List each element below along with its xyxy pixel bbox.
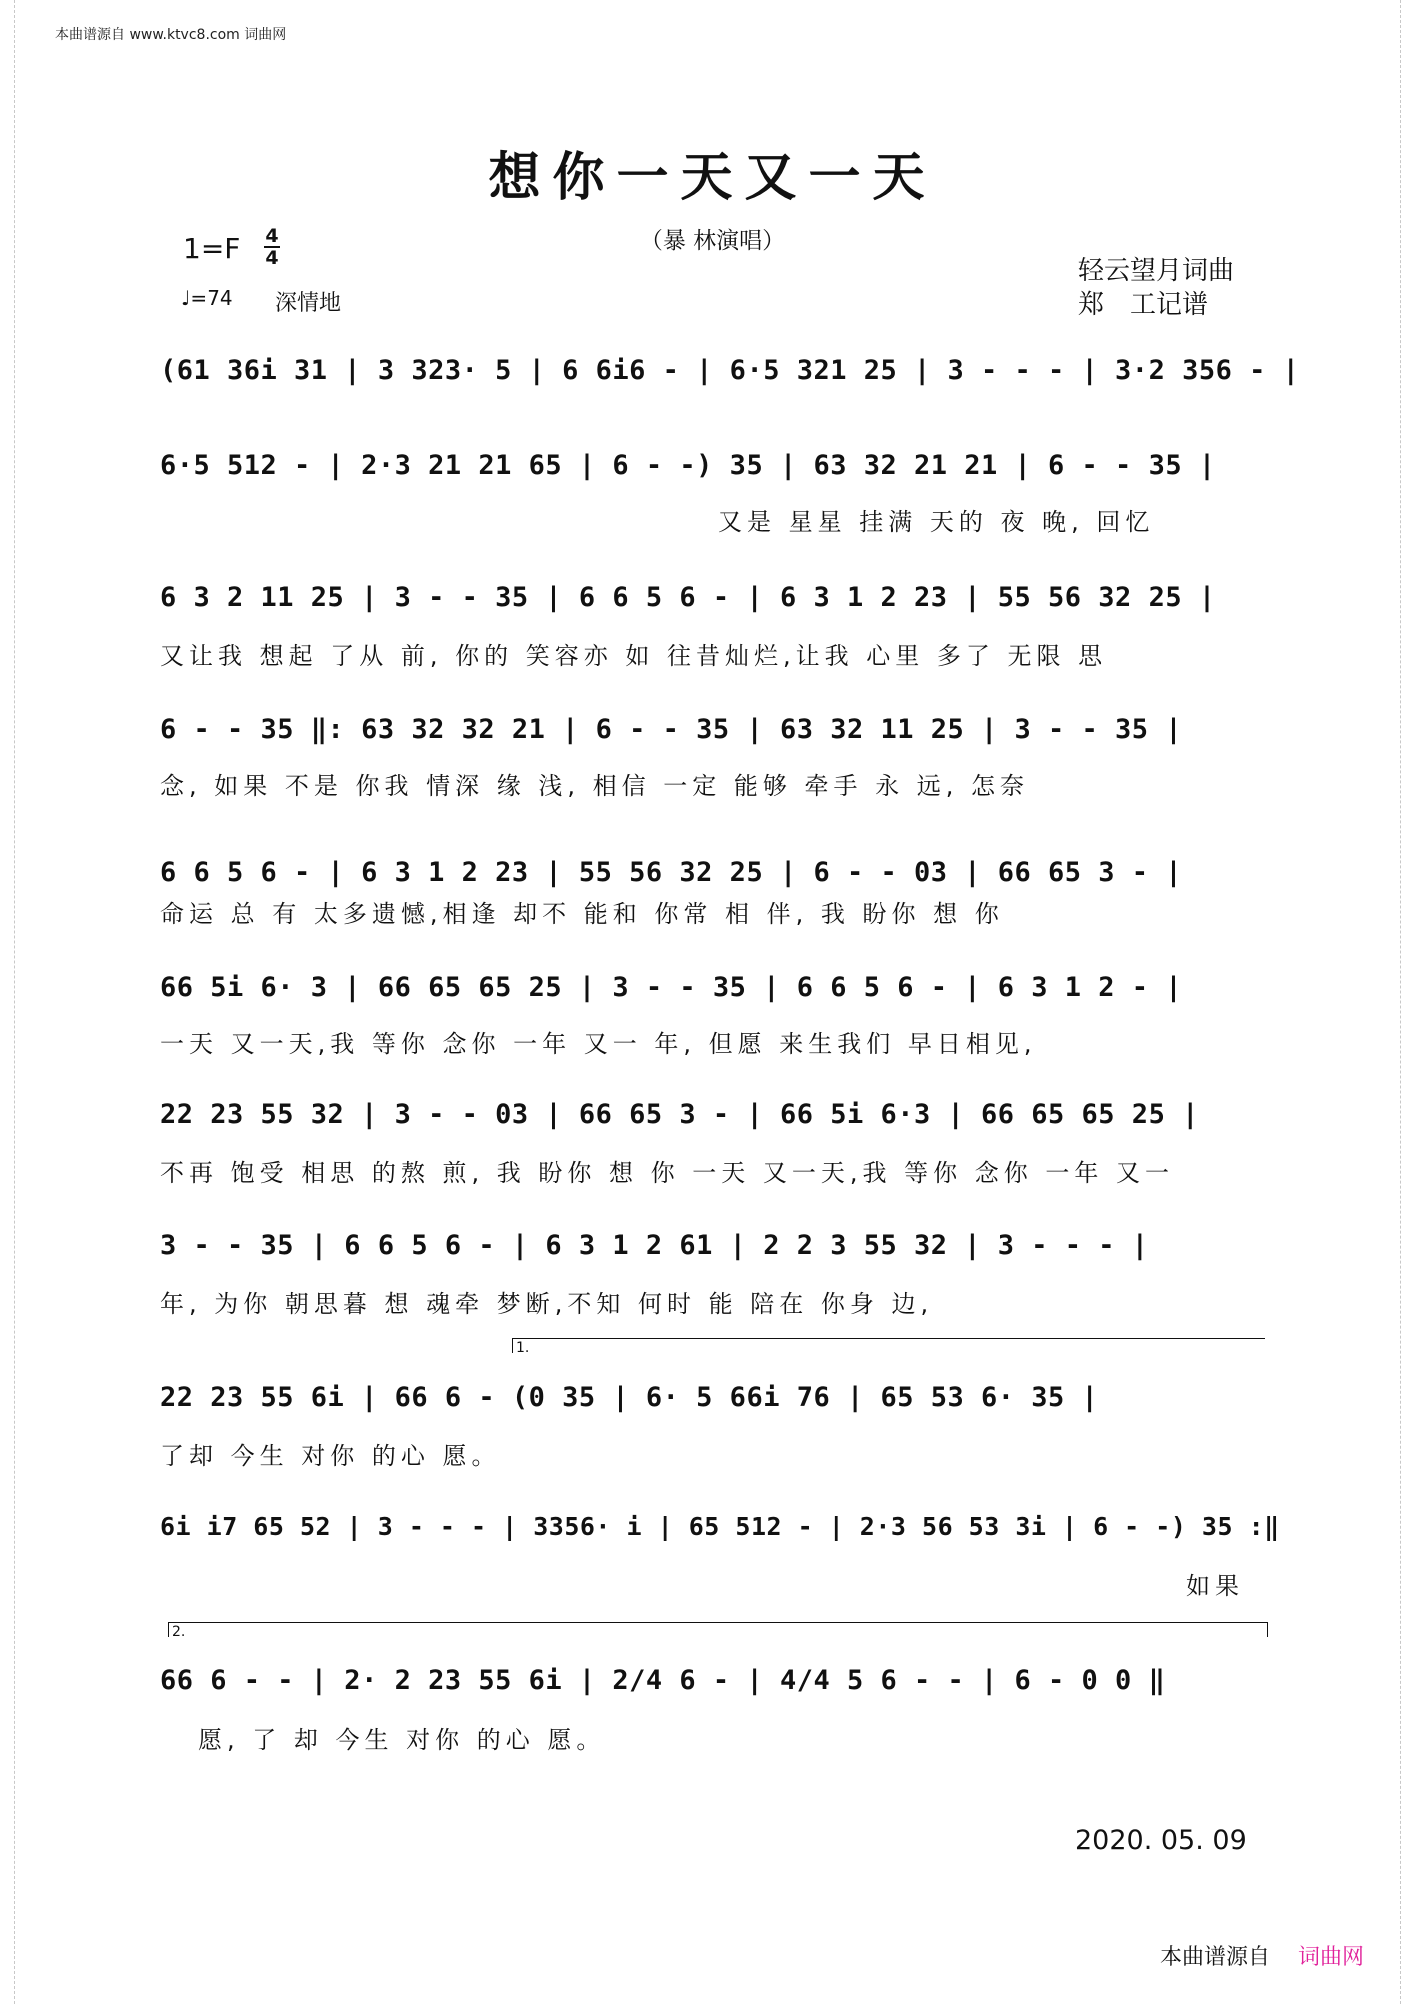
lyric-row-2: 又是 星星 挂满 天的 夜 晚, 回忆 bbox=[718, 508, 1155, 536]
date-stamp: 2020. 05. 09 bbox=[1075, 1825, 1247, 1856]
volta-2-bracket bbox=[168, 1622, 1268, 1637]
transcriber-credit: 郑 工记谱 bbox=[1078, 290, 1209, 320]
right-border-line bbox=[1400, 0, 1401, 2004]
source-note: 本曲谱源自 www.ktvc8.com 词曲网 bbox=[55, 27, 287, 43]
score-row-5: 6 6 5 6 - | 6 3 1 2 23 | 55 56 32 25 | 6 - - 03 | 66 65 3 - | bbox=[160, 857, 1183, 888]
score-row-3: 6 3 2 11 25 | 3 - - 35 | 6 6 5 6 - | 6 3 1 2 23 | 55 56 32 25 | bbox=[160, 582, 1216, 613]
lyric-row-8: 年, 为你 朝思暮 想 魂牵 梦断,不知 何时 能 陪在 你身 边, bbox=[160, 1290, 934, 1318]
footer-site-link[interactable]: 词曲网 bbox=[1298, 1945, 1365, 1970]
lyric-row-9: 了却 今生 对你 的心 愿。 bbox=[160, 1442, 501, 1470]
lyric-row-6: 一天 又一天,我 等你 念你 一年 又一 年, 但愿 来生我们 早日相见, bbox=[160, 1030, 1037, 1058]
footer-source-label: 本曲谱源自 bbox=[1160, 1945, 1271, 1970]
volta-1-label: 1. bbox=[516, 1340, 530, 1356]
key-signature: 1=F bbox=[183, 232, 241, 265]
song-title: 想你一天又一天 bbox=[488, 147, 937, 208]
lyric-row-5: 命运 总 有 太多遗憾,相逢 却不 能和 你常 相 伴, 我 盼你 想 你 bbox=[160, 900, 1004, 928]
score-row-11: 66 6 - - | 2· 2 23 55 6i | 2/4 6 - | 4/4 5 6 - - | 6 - 0 0 ‖ bbox=[160, 1665, 1166, 1696]
score-row-10: 6i i7 65 52 | 3 - - - | 3356· i | 65 512 - | 2·3 56 53 3i | 6 - -) 35 :‖ bbox=[160, 1512, 1280, 1541]
score-row-7: 22 23 55 32 | 3 - - 03 | 66 65 3 - | 66 5i 6·3 | 66 65 65 25 | bbox=[160, 1099, 1199, 1130]
score-row-1: (61 36i 31 | 3 323· 5 | 6 6i6 - | 6·5 321 25 | 3 - - - | 3·2 356 - | bbox=[160, 355, 1300, 386]
meter-top: 4 bbox=[265, 225, 279, 247]
time-signature bbox=[263, 226, 281, 268]
performer-line: （暴 林演唱） bbox=[639, 228, 786, 254]
meter-bottom: 4 bbox=[265, 247, 279, 269]
lyric-row-4: 念, 如果 不是 你我 情深 缘 浅, 相信 一定 能够 牵手 永 远, 怎奈 bbox=[160, 772, 1030, 800]
lyric-row-7: 不再 饱受 相思 的熬 煎, 我 盼你 想 你 一天 又一天,我 等你 念你 一年 又一 bbox=[160, 1159, 1175, 1187]
lyric-row-11: 愿, 了 却 今生 对你 的心 愿。 bbox=[198, 1726, 606, 1754]
left-border-line bbox=[14, 0, 15, 2004]
score-row-9: 22 23 55 6i | 66 6 - (0 35 | 6· 5 66i 76 | 65 53 6· 35 | bbox=[160, 1382, 1099, 1413]
volta-1-bracket bbox=[512, 1338, 1265, 1353]
score-row-4: 6 - - 35 ‖: 63 32 32 21 | 6 - - 35 | 63 32 11 25 | 3 - - 35 | bbox=[160, 714, 1183, 745]
expression-mark: 深情地 bbox=[275, 291, 342, 316]
lyricist-credit: 轻云望月词曲 bbox=[1078, 256, 1235, 286]
score-row-8: 3 - - 35 | 6 6 5 6 - | 6 3 1 2 61 | 2 2 3 55 32 | 3 - - - | bbox=[160, 1230, 1149, 1261]
tempo-mark: ♩=74 bbox=[181, 286, 233, 310]
lyric-row-3: 又让我 想起 了从 前, 你的 笑容亦 如 往昔灿烂,让我 心里 多了 无限 思 bbox=[160, 642, 1108, 670]
volta-2-label: 2. bbox=[172, 1624, 186, 1640]
score-row-2: 6·5 512 - | 2·3 21 21 65 | 6 - -) 35 | 63 32 21 21 | 6 - - 35 | bbox=[160, 450, 1216, 481]
score-row-6: 66 5i 6· 3 | 66 65 65 25 | 3 - - 35 | 6 6 5 6 - | 6 3 1 2 - | bbox=[160, 972, 1183, 1003]
lyric-row-10: 如果 bbox=[1186, 1572, 1244, 1600]
